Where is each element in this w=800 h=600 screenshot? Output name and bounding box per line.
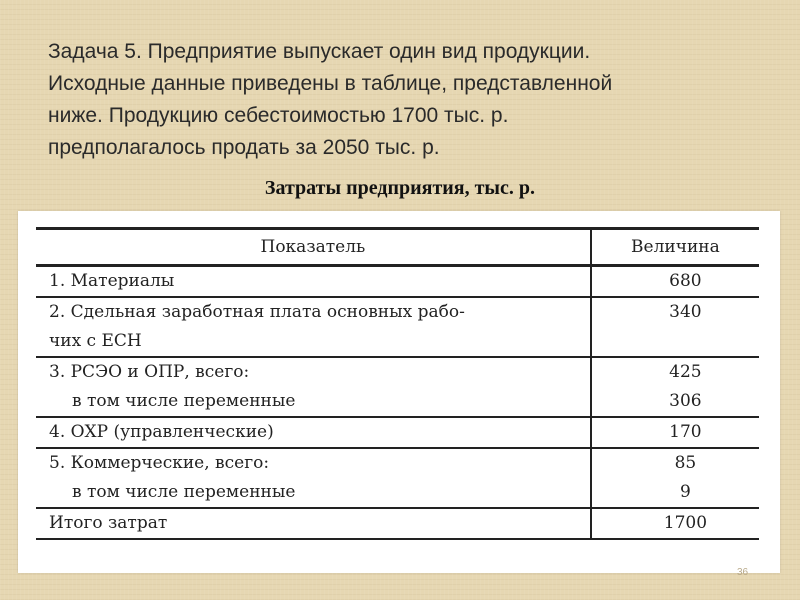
task-statement <box>48 36 748 164</box>
table-row <box>36 266 759 298</box>
indicator-cell <box>36 297 591 357</box>
value-text: 340 <box>669 302 702 322</box>
indicator-text: чих с ЕСН <box>49 331 142 351</box>
task-line-4: предполагалось продать за 2050 тыс. р. <box>48 136 440 159</box>
value-cell <box>591 357 759 417</box>
value-subtext: 9 <box>679 482 691 502</box>
indicator-text: 4. ОХР (управленческие) <box>49 422 274 442</box>
indicator-cell <box>36 417 591 448</box>
total-value: 1700 <box>663 513 708 533</box>
value-cell <box>591 508 759 539</box>
table-row <box>36 448 759 508</box>
value-cell <box>591 297 759 357</box>
task-line-3: ниже. Продукцию себестоимостью 1700 тыс. р. <box>48 104 509 127</box>
column-header-value: Величина <box>591 229 759 266</box>
value-text: 680 <box>669 271 702 291</box>
indicator-text: 1. Материалы <box>49 271 175 291</box>
indicator-text: 2. Сдельная заработная плата основных рабо- <box>49 302 465 322</box>
task-line-2: Исходные данные приведены в таблице, представленной <box>48 72 613 95</box>
indicator-subtext: в том числе переменные <box>72 391 296 411</box>
column-header-indicator: Показатель <box>36 229 591 266</box>
table-row <box>36 357 759 417</box>
total-label: Итого затрат <box>49 513 168 533</box>
slide-page-number: 36 <box>737 567 749 578</box>
table-scan <box>18 211 780 573</box>
task-line-1: Задача 5. Предприятие выпускает один вид продукции. <box>48 40 591 63</box>
indicator-cell <box>36 448 591 508</box>
value-cell <box>591 417 759 448</box>
value-cell <box>591 448 759 508</box>
indicator-subtext: в том числе переменные <box>72 482 296 502</box>
indicator-text: 5. Коммерческие, всего: <box>49 453 270 473</box>
value-subtext: 306 <box>669 391 702 411</box>
table-row <box>36 417 759 448</box>
value-text: 170 <box>669 422 702 442</box>
table-total-row <box>36 508 759 539</box>
costs-table <box>36 227 759 540</box>
indicator-text: 3. РСЭО и ОПР, всего: <box>49 362 250 382</box>
indicator-cell <box>36 266 591 298</box>
value-text: 425 <box>669 362 702 382</box>
value-cell <box>591 266 759 298</box>
table-header-row <box>36 229 759 266</box>
value-text: 85 <box>674 453 697 473</box>
indicator-cell <box>36 357 591 417</box>
table-row <box>36 297 759 357</box>
table-caption: Затраты предприятия, тыс. р. <box>264 177 536 199</box>
indicator-cell <box>36 508 591 539</box>
